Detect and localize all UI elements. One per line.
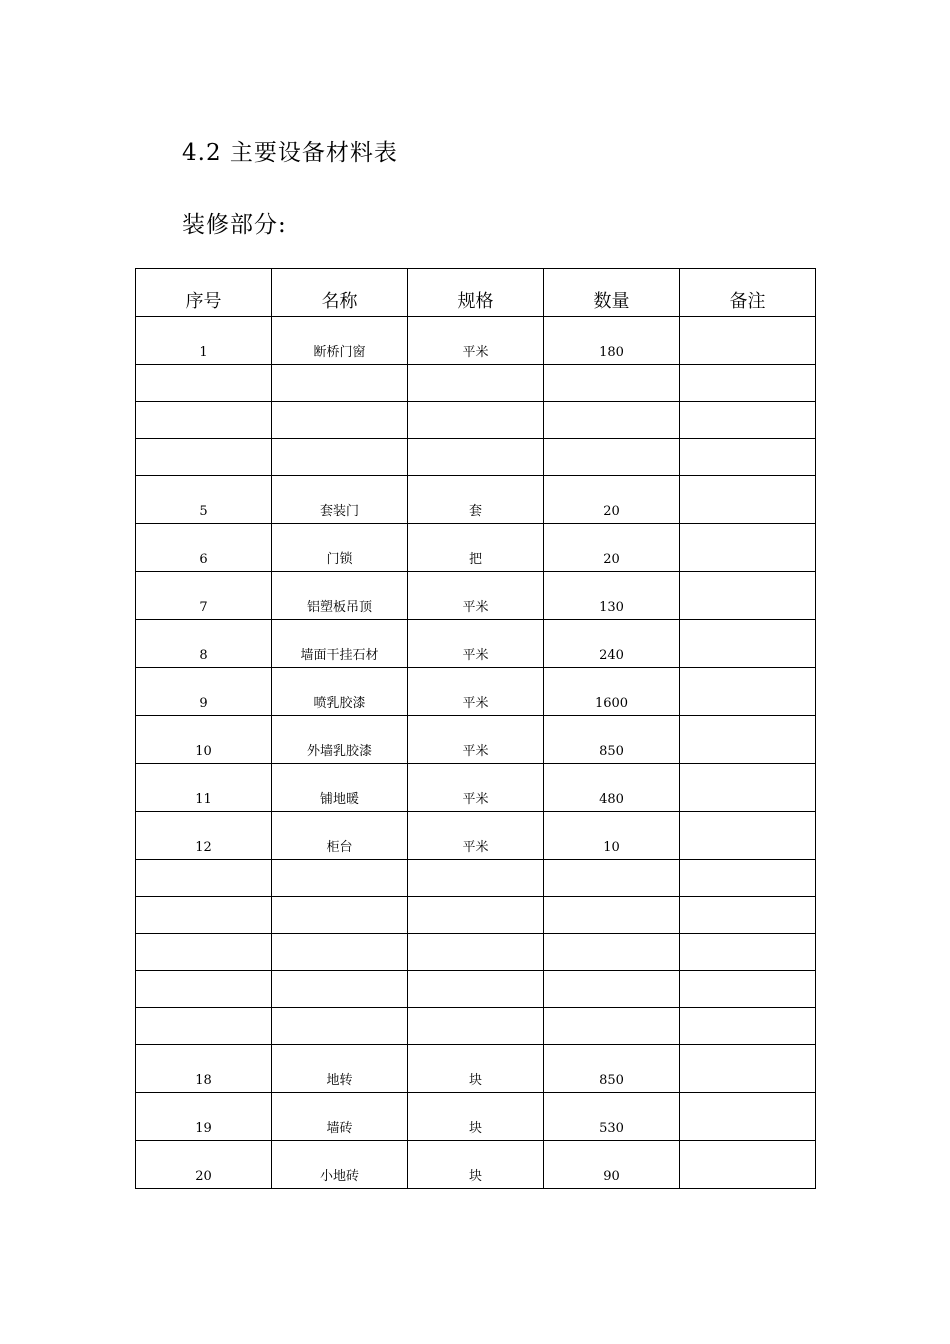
cell-spec: 平米 [408,764,544,812]
cell-note [680,524,816,572]
materials-table [135,268,816,1189]
cell-no: 12 [136,812,272,860]
cell-spec: 块 [408,1141,544,1189]
cell-no: 6 [136,524,272,572]
cell-note [680,1008,816,1045]
cell-no: 11 [136,764,272,812]
cell-qty: 530 [544,1093,680,1141]
table-row [136,716,816,764]
cell-name: 喷乳胶漆 [272,668,408,716]
cell-name: 地转 [272,1045,408,1093]
cell-no [136,934,272,971]
cell-qty: 1600 [544,668,680,716]
cell-qty [544,934,680,971]
header-spec: 规格 [408,269,544,317]
cell-no: 19 [136,1093,272,1141]
table-row [136,572,816,620]
subsection-title: 装修部分: [182,212,287,238]
table-header-row [136,269,816,317]
cell-spec [408,897,544,934]
cell-name [272,934,408,971]
cell-note [680,716,816,764]
cell-note [680,668,816,716]
cell-note [680,476,816,524]
cell-no [136,897,272,934]
table-row [136,1045,816,1093]
table-body [136,317,816,1189]
cell-name [272,365,408,402]
cell-no: 7 [136,572,272,620]
cell-qty: 850 [544,716,680,764]
cell-spec: 块 [408,1093,544,1141]
cell-qty [544,402,680,439]
cell-spec: 把 [408,524,544,572]
table-row [136,620,816,668]
cell-note [680,402,816,439]
cell-qty [544,971,680,1008]
cell-qty: 240 [544,620,680,668]
cell-note [680,971,816,1008]
cell-no: 9 [136,668,272,716]
cell-name [272,860,408,897]
cell-name: 铝塑板吊顶 [272,572,408,620]
cell-name [272,897,408,934]
table-row [136,439,816,476]
header-qty: 数量 [544,269,680,317]
cell-qty [544,860,680,897]
cell-name [272,1008,408,1045]
cell-note [680,620,816,668]
cell-note [680,1045,816,1093]
cell-note [680,572,816,620]
cell-name: 墙砖 [272,1093,408,1141]
cell-qty [544,439,680,476]
cell-no: 18 [136,1045,272,1093]
header-no: 序号 [136,269,272,317]
cell-spec: 平米 [408,716,544,764]
cell-qty [544,365,680,402]
cell-no: 20 [136,1141,272,1189]
table-row [136,812,816,860]
cell-spec: 块 [408,1045,544,1093]
cell-note [680,365,816,402]
cell-no [136,860,272,897]
table-row [136,860,816,897]
cell-name [272,971,408,1008]
table-row [136,1008,816,1045]
table-row [136,934,816,971]
cell-note [680,1093,816,1141]
cell-spec: 套 [408,476,544,524]
cell-note [680,934,816,971]
cell-spec [408,402,544,439]
cell-no [136,439,272,476]
table-row [136,402,816,439]
cell-name: 小地砖 [272,1141,408,1189]
header-note: 备注 [680,269,816,317]
cell-name: 外墙乳胶漆 [272,716,408,764]
cell-spec [408,365,544,402]
table-row [136,476,816,524]
cell-note [680,764,816,812]
cell-spec [408,1008,544,1045]
cell-no: 1 [136,317,272,365]
table-row [136,524,816,572]
cell-name: 铺地暖 [272,764,408,812]
cell-spec [408,439,544,476]
cell-spec [408,860,544,897]
cell-no: 5 [136,476,272,524]
cell-no [136,1008,272,1045]
section-title: 4.2 主要设备材料表 [182,140,398,166]
table-row [136,1141,816,1189]
cell-qty: 10 [544,812,680,860]
table-row [136,668,816,716]
cell-name [272,439,408,476]
cell-qty: 180 [544,317,680,365]
cell-qty: 130 [544,572,680,620]
cell-note [680,860,816,897]
cell-spec: 平米 [408,668,544,716]
cell-spec: 平米 [408,620,544,668]
cell-spec: 平米 [408,317,544,365]
cell-name: 柜台 [272,812,408,860]
table-row [136,1093,816,1141]
cell-qty: 480 [544,764,680,812]
cell-spec: 平米 [408,572,544,620]
cell-name: 断桥门窗 [272,317,408,365]
table-row [136,764,816,812]
cell-qty: 90 [544,1141,680,1189]
cell-qty [544,1008,680,1045]
cell-name: 门锁 [272,524,408,572]
cell-spec [408,934,544,971]
cell-name [272,402,408,439]
cell-spec: 平米 [408,812,544,860]
table-row [136,365,816,402]
cell-no [136,402,272,439]
header-name: 名称 [272,269,408,317]
cell-note [680,812,816,860]
cell-no: 10 [136,716,272,764]
cell-note [680,317,816,365]
cell-name: 套装门 [272,476,408,524]
cell-spec [408,971,544,1008]
table-row [136,971,816,1008]
cell-no [136,365,272,402]
cell-note [680,897,816,934]
cell-qty [544,897,680,934]
cell-note [680,1141,816,1189]
cell-no [136,971,272,1008]
cell-no: 8 [136,620,272,668]
cell-qty: 20 [544,476,680,524]
table-row [136,317,816,365]
cell-name: 墙面干挂石材 [272,620,408,668]
cell-qty: 850 [544,1045,680,1093]
table-row [136,897,816,934]
cell-note [680,439,816,476]
cell-qty: 20 [544,524,680,572]
